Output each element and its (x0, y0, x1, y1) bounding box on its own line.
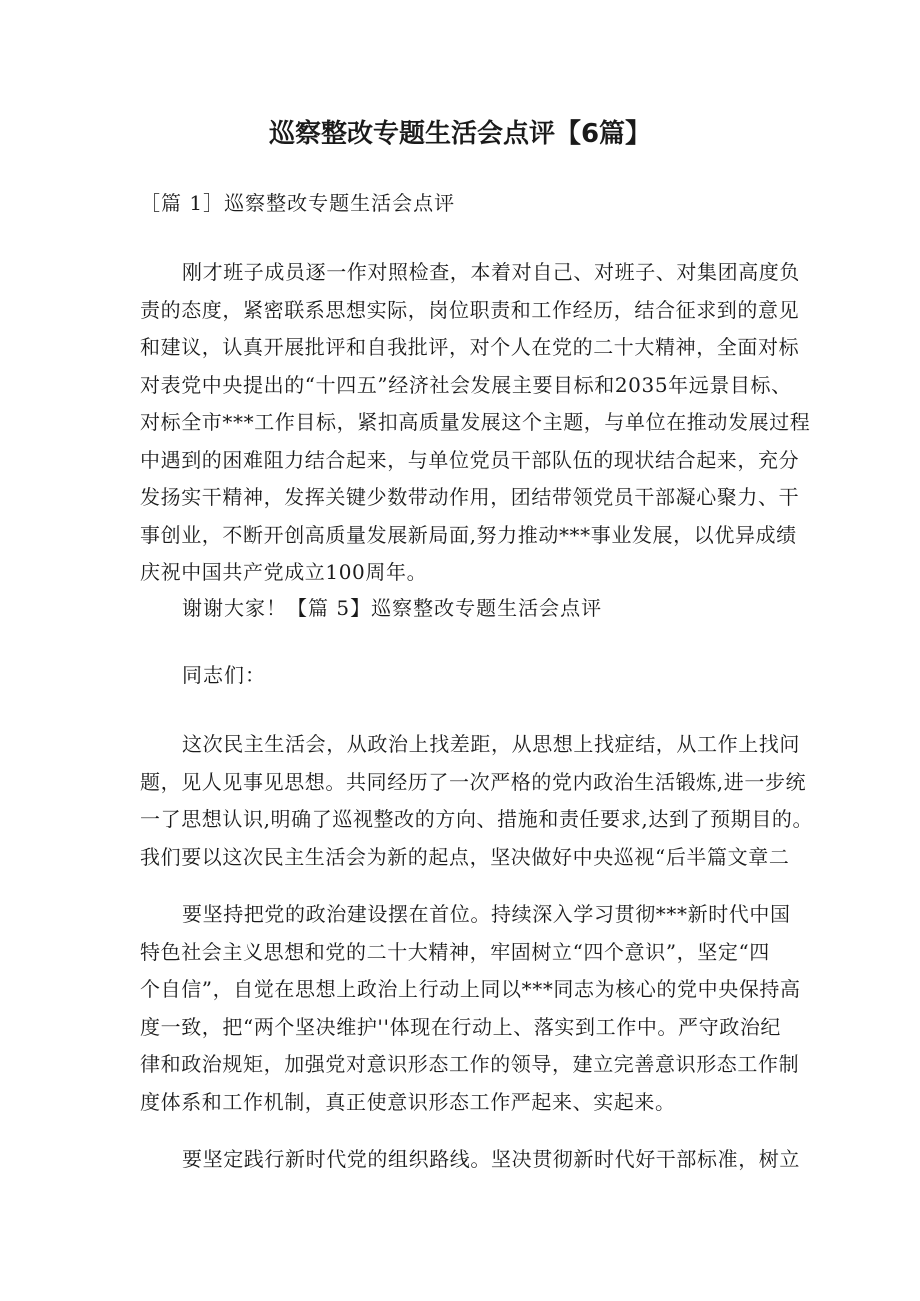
paragraph-line: 庆祝中国共产党成立100周年。 (140, 560, 428, 584)
paragraph-line: 对标全市***工作目标，紧扣高质量发展这个主题，与单位在推动发展过程 (140, 410, 811, 434)
paragraph-line: 律和政治规矩，加强党对意识形态工作的领导，建立完善意识形态工作制 (140, 1052, 800, 1076)
paragraph-line: 刚才班子成员逐一作对照检查，本着对自己、对班子、对集团高度负 (182, 260, 800, 284)
paragraph-line: 事创业，不断开创高质量发展新局面,努力推动***事业发展，以优异成绩 (140, 522, 797, 547)
paragraph-line: 一了思想认识,明确了巡视整改的方向、措施和责任要求,达到了预期目的。 (140, 807, 814, 831)
paragraph-line: 中遇到的困难阻力结合起来，与单位党员干部队伍的现状结合起来，充分 (140, 447, 800, 472)
paragraph-line: 要坚定践行新时代党的组织路线。坚决贯彻新时代好干部标准，树立 (182, 1147, 800, 1171)
paragraph-line: 发扬实干精神，发挥关键少数带动作用，团结带领党员干部凝心聚力、干 (140, 485, 800, 509)
paragraph-1 (140, 254, 811, 592)
section-heading: ［篇 1］巡察整改专题生活会点评 (140, 191, 456, 215)
paragraph-line: 题，见人见事见思想。共同经历了一次严格的党内政治生活锻炼,进一步统 (140, 769, 807, 794)
paragraph-3 (140, 896, 800, 1121)
paragraph-line: 度体系和工作机制，真正使意识形态工作严起来、实起来。 (140, 1089, 676, 1114)
paragraph-line: 和建议，认真开展批评和自我批评，对个人在党的二十大精神，全面对标 (140, 335, 800, 359)
paragraph-line: 特色社会主义思想和党的二十大精神，牢固树立“四个意识”，坚定“四 (140, 939, 770, 964)
paragraph-line: 这次民主生活会，从政治上找差距，从思想上找症结，从工作上找问 (182, 732, 800, 756)
paragraph-2 (140, 726, 814, 876)
salutation: 同志们： (182, 663, 266, 687)
paragraph-line: 我们要以这次民主生活会为新的起点，坚决做好中央巡视“后半篇文章二 (140, 844, 790, 869)
paragraph-4 (140, 1141, 800, 1179)
thanks-line: 谢谢大家！【篇 5】巡察整改专题生活会点评 (182, 596, 603, 620)
paragraph-line: 度一致，把“两个坚决维护''体现在行动上、落实到工作中。严守政治纪 (140, 1014, 782, 1039)
paragraph-line: 责的态度，紧密联系思想实际，岗位职责和工作经历，结合征求到的意见 (140, 297, 800, 322)
paragraph-line: 对表党中央提出的“十四五”经济社会发展主要目标和2035年远景目标、 (140, 372, 792, 397)
paragraph-line: 要坚持把党的政治建设摆在首位。持续深入学习贯彻***新时代中国 (182, 902, 791, 926)
paragraph-line: 个自信”，自觉在思想上政治上行动上同以***同志为核心的党中央保持高 (140, 977, 801, 1001)
document-title: 巡察整改专题生活会点评【6篇】 (268, 119, 652, 149)
